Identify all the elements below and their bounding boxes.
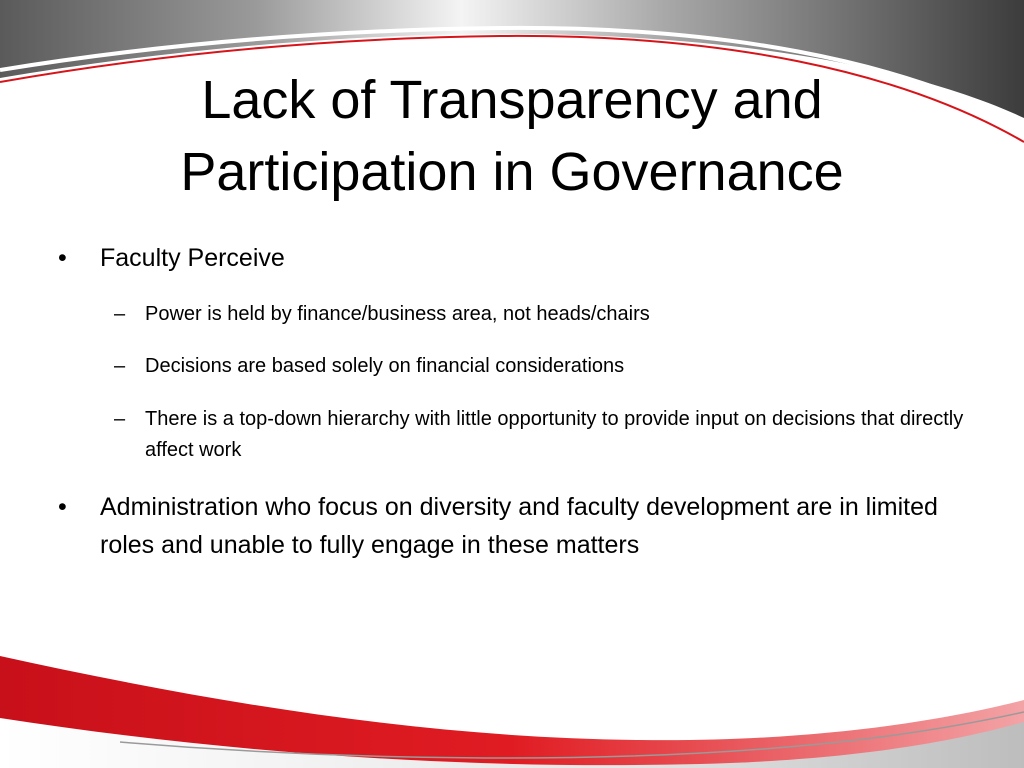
bullet-icon: •	[58, 244, 67, 272]
sub-bullet-text: Power is held by finance/business area, not heads/chairs	[145, 303, 650, 325]
sub-bullet-item	[114, 299, 1014, 330]
title-line-2: Participation in Governance	[180, 142, 844, 202]
dash-icon: –	[114, 408, 126, 430]
bullet-icon: •	[58, 493, 67, 521]
bullet-item	[58, 488, 978, 564]
bullet-text: Faculty Perceive	[100, 244, 285, 272]
bullet-text: Administration who focus on diversity and faculty development are in limited roles and unable to fully engage in these matters	[100, 493, 938, 559]
bullet-item	[58, 239, 978, 277]
sub-bullet-text: Decisions are based solely on financial considerations	[145, 355, 625, 377]
sub-bullet-item	[114, 404, 1014, 466]
dash-icon: –	[114, 303, 126, 325]
dash-icon: –	[114, 355, 126, 377]
sub-bullet-item	[114, 351, 1014, 382]
title-line-1: Lack of Transparency and	[201, 70, 823, 130]
sub-bullet-text: There is a top-down hierarchy with little opportunity to provide input on decisions that directly affect work	[145, 408, 964, 461]
